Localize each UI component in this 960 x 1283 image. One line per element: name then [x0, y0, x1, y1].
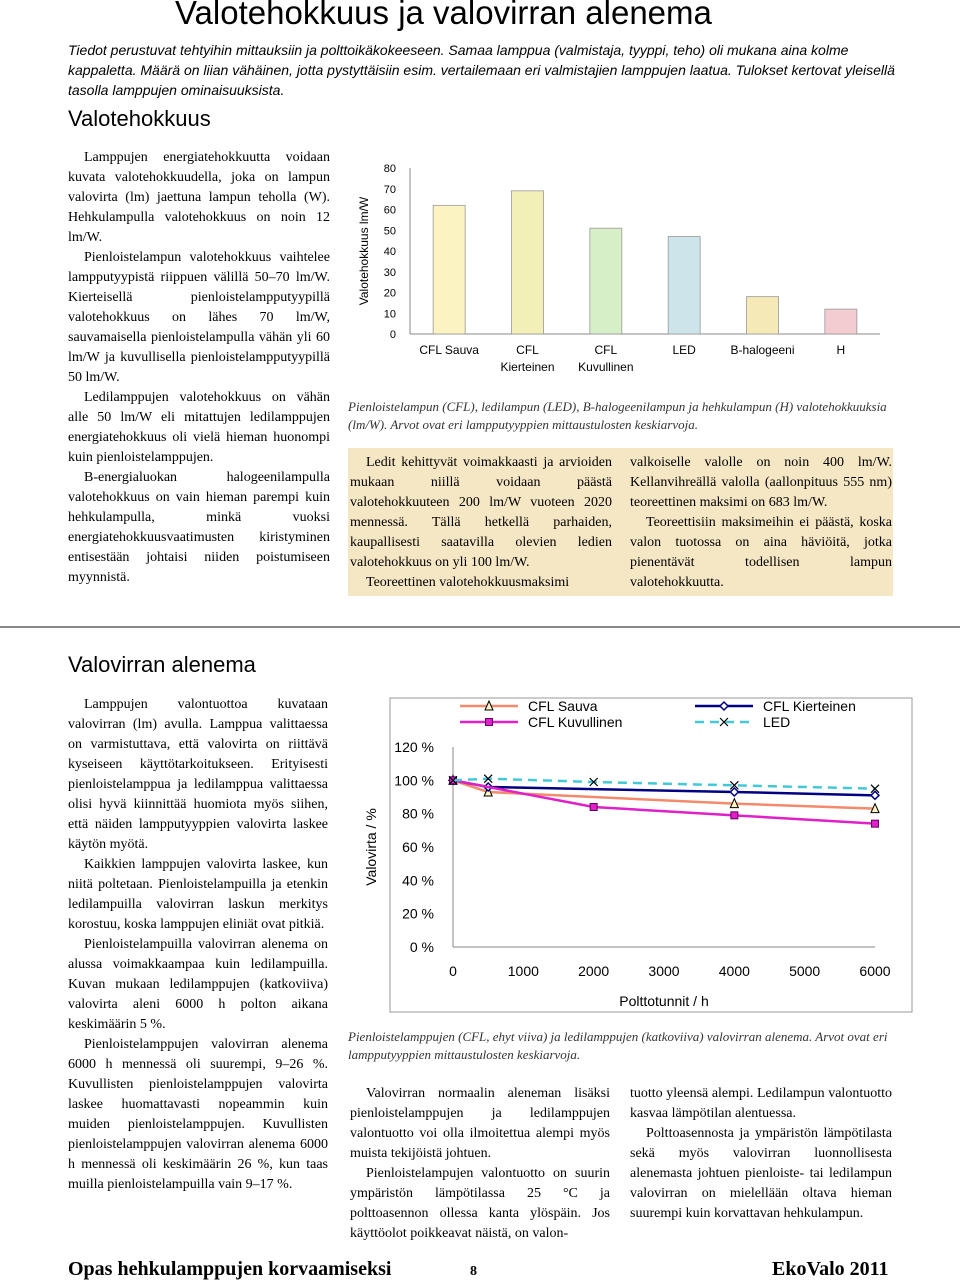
y-tick-label: 80 % [402, 805, 434, 822]
x-tick-label: 0 [449, 963, 457, 979]
y-tick-label: 0 [389, 329, 396, 341]
y-tick-label: 40 % [402, 872, 434, 889]
section-divider [0, 626, 960, 628]
paragraph: Valovirran normaalin aleneman lisäksi pienloistelamppujen ja ledilamppujen valontuotto voi olla ilmoitettua alempi myös muista tekijöistä johtuen. [350, 1086, 610, 1161]
y-tick-label: 0 % [409, 939, 434, 955]
page-title: Valotehokkuus ja valovirran alenema [175, 0, 712, 31]
data-point [871, 791, 879, 799]
legend-label: LED [763, 714, 791, 730]
legend-entry [460, 698, 598, 714]
paragraph: Polttoasennosta ja ympäristön lämpötilasta sekä myös valovirran luonnollisesta alenemasta johtuen pienloiste- tai ledilampun valovirran on mielellään oltava hieman suurempi kuin korvattavan hehkulampun. [630, 1126, 892, 1221]
legend-label: CFL Sauva [528, 698, 598, 714]
bar-5 [747, 297, 779, 334]
y-tick-label: 80 [383, 163, 396, 175]
section2-right-text [630, 1084, 892, 1224]
data-point [590, 804, 597, 811]
x-tick-label: 4000 [718, 963, 750, 979]
bar-2 [512, 191, 544, 334]
section-heading-valovirran-alenema: Valovirran alenema [68, 652, 256, 677]
footer-publication-title: Opas hehkulamppujen korvaamiseksi [68, 1258, 392, 1280]
y-axis-label: Valotehokkuus lm/W [357, 196, 371, 306]
legend-entry [460, 714, 622, 730]
y-tick-label: 40 [383, 246, 396, 258]
paragraph: Pienloistelampujen valontuotto on suurin ympäristön lämpötilassa 25 °C ja polttoasennon ollessa kanta ylöspäin. Jos käyttöolot poikkeavat näistä, on valon- [350, 1166, 610, 1241]
y-tick-label: 20 % [402, 905, 434, 922]
paragraph: Pienloistelampuilla valovirran alenema on alussa voimakkaampaa kuin ledilampuilla. Kuvan mukaan ledilamppujen (katkoviiva) valovirta aleni 6000 h polton aikana keskimäärin 5 %. [68, 937, 328, 1032]
y-tick-label: 60 % [402, 839, 434, 855]
section2-left-text [350, 1084, 610, 1244]
y-tick-label: 100 % [394, 772, 434, 789]
info-box-right-text [630, 453, 892, 593]
y-tick-label: 30 [383, 266, 396, 279]
paragraph: Lamppujen valontuottoa kuvataan valovirran (lm) avulla. Lamppua valittaessa on varmistuttava, että valovirta on riittävä kyseiseen käyttötarkoitukseen. Erityisesti pienloistelamppua ja ledilamppua valittaessa olisi hyvä kiinnittää huomiota myös siihen, että näiden lampputyyppien valovirta laskee käytön myötä. [68, 697, 328, 852]
paragraph: Pienloistelampun valotehokkuus vaihtelee lampputyypistä riippuen välillä 50–70 lm/W. Kierteisellä pienloistelampputyypillä valotehokkuus on lähes 70 lm/W, sauvamaisella pienloistelampulla vähän yli 60 lm/W ja kuvullisella pienloistelampputyypillä 50 lm/W. [68, 250, 330, 385]
paragraph: valkoiselle valolle on noin 400 lm/W. Kellanvihreällä valolla (aallonpituus 555 nm) teoreettinen maksimi on 683 lm/W. [630, 455, 892, 510]
data-point [872, 820, 879, 827]
efficiency-bar-chart [340, 150, 920, 385]
paragraph: tuotto yleensä alempi. Ledilampun valontuotto kasvaa lämpötilan alentuessa. [630, 1086, 892, 1121]
paragraph: Kaikkien lamppujen valovirta laskee, kun niitä poltetaan. Pienloistelampuilla ja etenkin ledilampuilla valovirran laskun merkitys korostuu, koska lamppujen eliniät ovat pitkiä. [68, 857, 328, 932]
y-tick-label: 20 [383, 287, 396, 300]
x-tick-label: 6000 [859, 963, 891, 979]
legend-label: CFL Kierteinen [763, 698, 856, 714]
y-tick-label: 60 [383, 204, 396, 217]
bar-4 [668, 236, 700, 334]
legend-marker [720, 702, 728, 710]
section-heading-valotehokkuus: Valotehokkuus [68, 106, 211, 131]
valovirran-alenema-body [68, 695, 328, 1195]
x-tick-label: 5000 [789, 963, 821, 979]
lumen-depreciation-line-chart [340, 690, 920, 1020]
data-point [730, 788, 738, 796]
x-category-label: CFL [594, 343, 618, 357]
paragraph: Pienloistelamppujen valovirran alenema 6000 h mennessä oli suurempi, 9–26 %. Kuvullisten pienloistelamppujen valovirta laskee huomattavasti nopeammin kuin muiden pienloistelamppujen. Kuvullisten pienloistelamppujen valovirran alenema 6000 h mennessä oli keskimäärin 26 %, kun taas muilla pienloistelampuilla vain 9–17 %. [68, 1037, 328, 1192]
paragraph: Ledit kehittyvät voimakkaasti ja arvioiden mukaan niillä voidaan päästä valotehokkuuteen 200 lm/W vuoteen 2020 mennessä. Tällä hetkellä parhaiden, kaupallisesti saatavilla olevien ledien valotehokkuus on yli 100 lm/W. [350, 455, 612, 570]
x-category-label: CFL [516, 343, 539, 357]
y-tick-label: 70 [383, 183, 396, 196]
valotehokkuus-body [68, 148, 330, 588]
line-chart-caption: Pienloistelamppujen (CFL, ehyt viiva) ja ledilamppujen (katkoviiva) valovirran alenema. Arvot ovat eri lampputyyppien mittaustulosten keskiarvoja. [348, 1029, 888, 1062]
bar-1 [433, 205, 465, 334]
footer-publisher: EkoValo 2011 [772, 1258, 889, 1280]
bar-3 [590, 228, 622, 334]
bar-6 [825, 309, 857, 334]
paragraph: Ledilamppujen valotehokkuus on vähän alle 50 lm/W eli mitattujen ledilamppujen energiatehokkuus oli vielä hieman huonompi kuin pienloistelamppujen. [68, 390, 330, 465]
x-category-label: Kuvullinen [578, 360, 634, 374]
paragraph: Teoreettisiin maksimeihin ei päästä, koska valon tuotossa on aina häviöitä, jotka pienentävät todellisen lampun valotehokkuutta. [630, 515, 892, 590]
x-tick-label: 1000 [507, 963, 539, 979]
x-tick-label: 2000 [578, 963, 610, 979]
paragraph: Teoreettinen valotehokkuusmaksimi [366, 575, 570, 590]
y-axis-label: Valovirta / % [363, 808, 379, 886]
data-point [731, 812, 738, 819]
y-tick-label: 10 [383, 308, 396, 321]
paragraph: Lamppujen energiatehokkuutta voidaan kuvata valotehokkuudella, joka on lampun valovirta (lm) jaettuna lampun teholla (W). Hehkulampulla valotehokkuus on noin 12 lm/W. [68, 150, 330, 245]
legend-entry [695, 714, 790, 730]
legend-marker [486, 719, 493, 726]
x-category-label: LED [672, 343, 696, 357]
page-number: 8 [470, 1264, 477, 1279]
legend-entry [695, 698, 856, 714]
x-category-label: Kierteinen [500, 360, 555, 374]
intro-text: Tiedot perustuvat tehtyihin mittauksiin ja polttoikäkokeeseen. Samaa lamppua (valmistaja, tyyppi, teho) oli mukana aina kolme kappaletta. Määrä on liian vähäinen, jotta pystyttäisiin esim. vertailemaan eri valmistajien lamppujen laatua. Tulokset kertovat yleisellä tasolla lamppujen ominaisuuksista. [68, 42, 895, 98]
y-tick-label: 120 % [394, 739, 434, 755]
legend-label: CFL Kuvullinen [528, 714, 623, 730]
y-tick-label: 50 [383, 225, 396, 238]
x-category-label: B-halogeeni [730, 343, 795, 357]
x-axis-label: Polttotunnit / h [619, 993, 709, 1009]
x-category-label: CFL Sauva [419, 343, 479, 357]
x-tick-label: 3000 [648, 963, 680, 979]
info-box-left-text [350, 453, 612, 593]
x-category-label: H [836, 343, 846, 357]
paragraph: B-energialuokan halogeenilampulla valotehokkuus on vain hieman parempi kuin hehkulampulla, minkä vuoksi energiatehokkuusvaatimusten kiristyminen entisestään johtaisi niiden poistumiseen myynnistä. [68, 470, 330, 585]
bar-chart-caption: Pienloistelampun (CFL), ledilampun (LED), B-halogeenilampun ja hehkulampun (H) valotehokkuuksia (lm/W). Arvot ovat eri lampputyyppien mittaustulosten keskiarvoja. [348, 399, 887, 432]
